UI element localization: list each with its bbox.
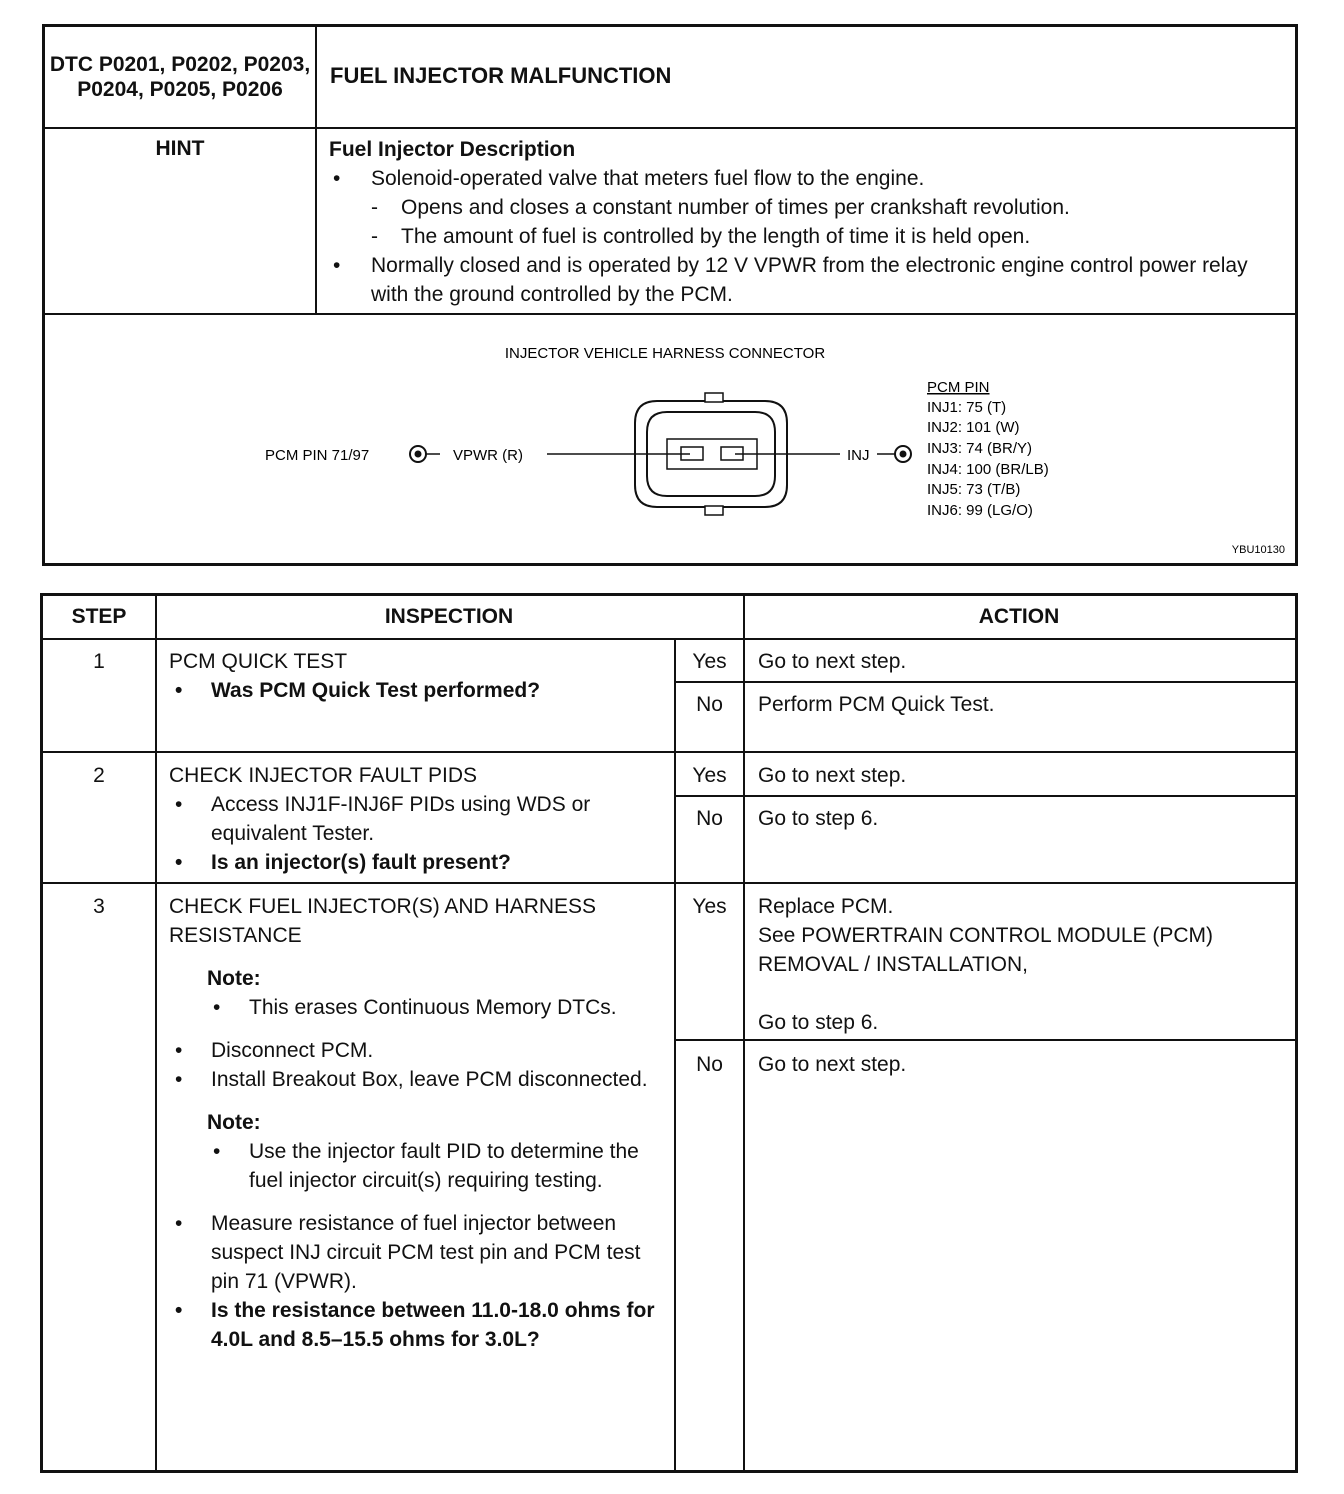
pin-list-header: PCM PIN [927,379,990,396]
dash-icon: - [371,196,378,219]
pin-list-item: INJ4: 100 (BR/LB) [927,461,1049,478]
dash-icon: - [371,225,378,248]
hint-dash-item: - The amount of fuel is controlled by the length of time it is held open. [329,222,1289,251]
table-divider [43,751,1295,753]
step-number: 2 [93,764,105,787]
bullet-icon: • [175,851,183,874]
hint-body [329,135,1289,309]
header-divider [315,27,317,314]
page-title: FUEL INJECTOR MALFUNCTION [330,63,672,88]
dtc-codes: DTC P0201, P0202, P0203, P0204, P0205, P0206 [49,53,311,101]
no-label: No [696,807,723,830]
note-item: • Use the injector fault PID to determine the fuel injector circuit(s) requiring testing. [169,1137,664,1195]
step-inspection [169,647,664,705]
bullet-icon: • [175,1068,183,1091]
yes-action: Go to next step. [758,650,907,673]
dtc-header-box [42,24,1298,566]
bullet-icon: • [333,254,341,277]
step-item: • Access INJ1F-INJ6F PIDs using WDS or equivalent Tester. [169,790,664,848]
right-wire-label: INJ [847,447,870,464]
table-divider [43,882,1295,884]
no-label: No [696,1053,723,1076]
step-item: • Disconnect PCM. [169,1036,664,1065]
hint-label: HINT [155,137,205,160]
diagram-title: INJECTOR VEHICLE HARNESS CONNECTOR [504,345,826,362]
step-title: PCM QUICK TEST [169,650,348,673]
step-question: • Is the resistance between 11.0-18.0 ohms for 4.0L and 8.5–15.5 ohms for 3.0L? [169,1296,664,1354]
step-question: • Is an injector(s) fault present? [169,848,664,877]
bullet-icon: • [333,167,341,190]
no-action: Go to step 6. [758,807,879,830]
step-item: • Measure resistance of fuel injector between suspect INJ circuit PCM test pin and PCM test pin 71 (VPWR). [169,1209,664,1296]
injector-connector-diagram [45,315,1295,563]
table-divider [674,1039,1295,1041]
left-wire-label: VPWR (R) [453,447,523,464]
note-label: Note: [207,1111,261,1134]
no-label: No [696,693,723,716]
table-divider [43,638,1295,640]
bullet-icon: • [213,1140,221,1163]
bullet-icon: • [175,679,183,702]
bullet-icon: • [175,1039,183,1062]
pin-list-item: INJ5: 73 (T/B) [927,481,1021,498]
bullet-icon: • [175,1212,183,1235]
step-title: CHECK INJECTOR FAULT PIDS [169,764,478,787]
yes-label: Yes [692,895,727,918]
left-terminal-icon [410,446,440,462]
header-action: ACTION [978,605,1060,628]
figure-code: YBU10130 [1231,544,1285,556]
header-inspection: INSPECTION [384,605,514,628]
hint-dash-item: - Opens and closes a constant number of times per crankshaft revolution. [329,193,1289,222]
table-divider [674,795,1295,797]
left-pin-label: PCM PIN 71/97 [265,447,370,464]
step-inspection [169,892,664,1354]
step-title: CHECK FUEL INJECTOR(S) AND HARNESS RESISTANCE [169,895,597,947]
pin-list-item: INJ1: 75 (T) [927,399,1007,416]
header-step: STEP [71,605,127,628]
bullet-icon: • [213,996,221,1019]
step-number: 3 [93,895,105,918]
yes-label: Yes [692,650,727,673]
step-question: • Was PCM Quick Test performed? [169,676,664,705]
yes-action: Replace PCM. See POWERTRAIN CONTROL MODULE (PCM) REMOVAL / INSTALLATION, Go to step 6. [758,895,1214,1034]
table-divider [743,596,745,1470]
no-action: Go to next step. [758,1053,907,1076]
pin-list-item: INJ3: 74 (BR/Y) [927,440,1033,457]
pin-list-item: INJ2: 101 (W) [927,419,1020,436]
step-number: 1 [93,650,105,673]
table-divider [155,596,157,1470]
table-divider [674,681,1295,683]
step-item: • Install Breakout Box, leave PCM disconnected. [169,1065,664,1094]
hint-bullet: • Normally closed and is operated by 12 V VPWR from the electronic engine control power relay with the ground controlled by the PCM. [329,251,1289,309]
hint-title: Fuel Injector Description [329,138,576,161]
note-item: • This erases Continuous Memory DTCs. [169,993,664,1022]
hint-bullet: • Solenoid-operated valve that meters fuel flow to the engine. [329,164,1289,193]
yes-label: Yes [692,764,727,787]
note-label: Note: [207,967,261,990]
no-action: Perform PCM Quick Test. [758,693,995,716]
right-terminal-icon [877,446,911,462]
pin-list-item: INJ6: 99 (LG/O) [927,502,1033,519]
diagnostic-step-table [40,593,1298,1473]
step-inspection [169,761,664,877]
bullet-icon: • [175,1299,183,1322]
header-divider [45,127,1295,129]
yes-action: Go to next step. [758,764,907,787]
bullet-icon: • [175,793,183,816]
